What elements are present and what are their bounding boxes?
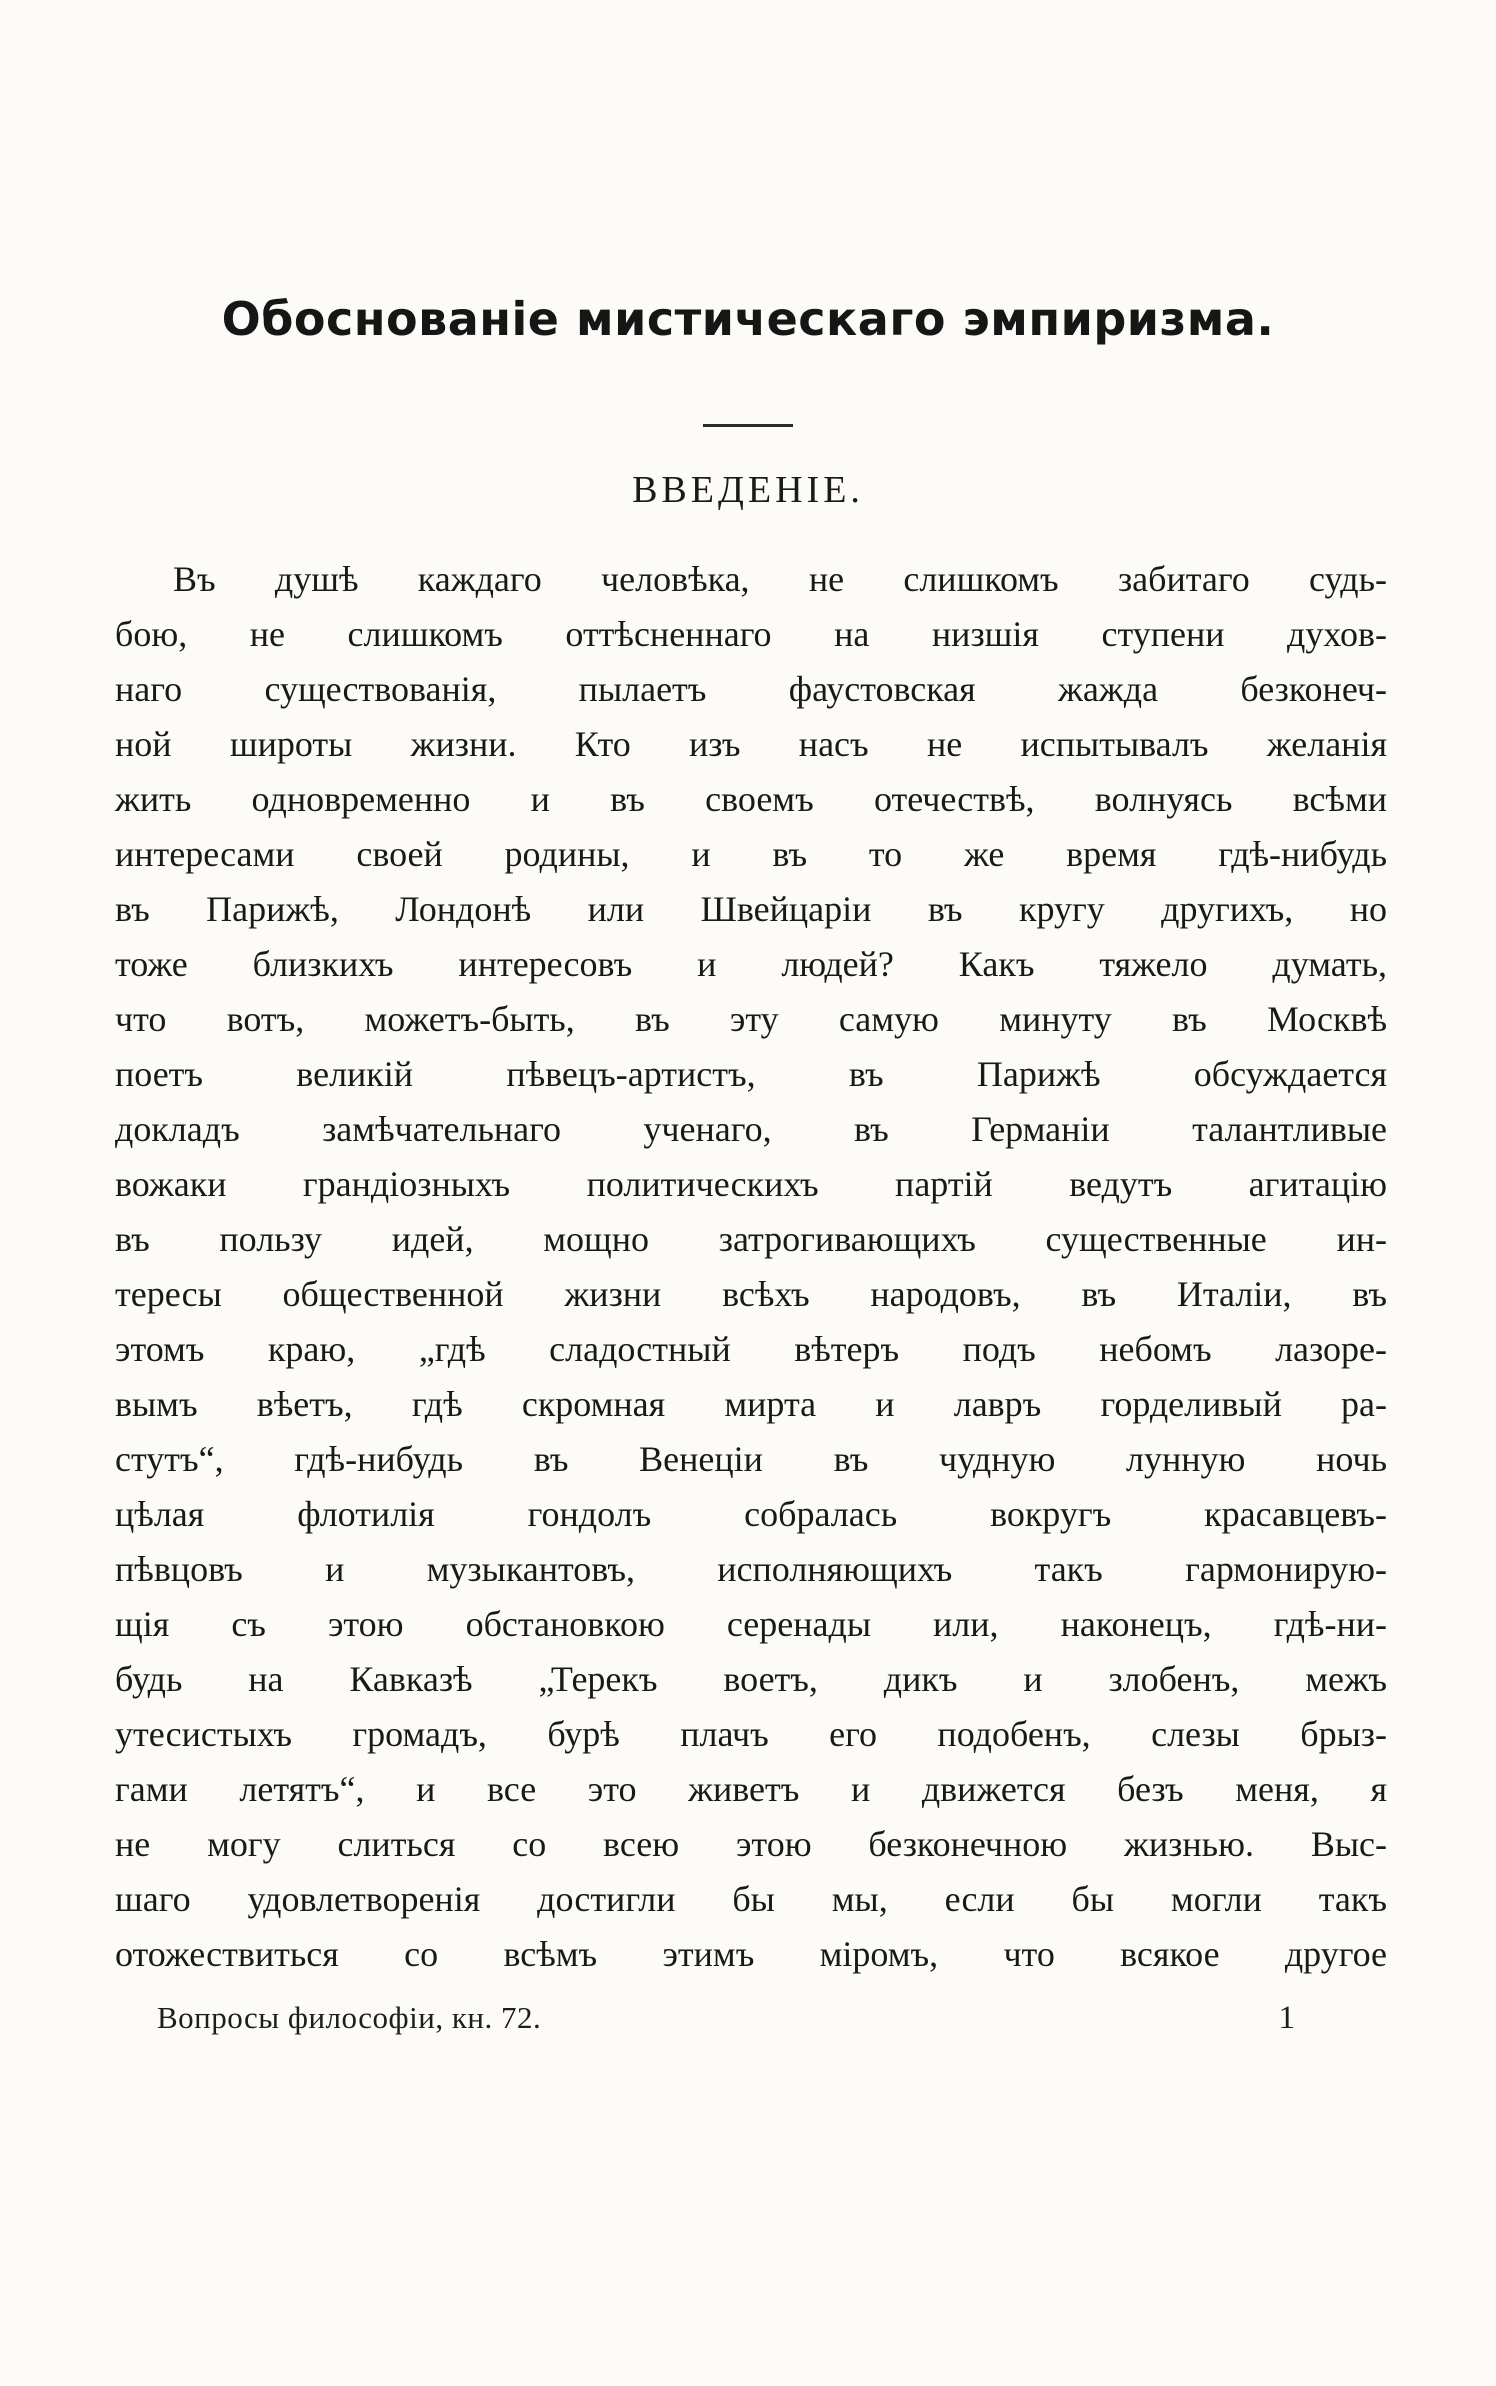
text-line: бою, не слишкомъ оттѣсненнаго на низшія ступени духов-: [115, 614, 1387, 654]
text-line: стутъ“, гдѣ-нибудь въ Венеціи въ чудную лунную ночь: [115, 1439, 1387, 1479]
body-text: [115, 552, 1387, 1982]
text-line: наго существованія, пылаетъ фаустовская жажда безконеч-: [115, 669, 1387, 709]
text-line: щія съ этою обстановкою серенады или, наконецъ, гдѣ-ни-: [115, 1604, 1387, 1644]
text-line: интересами своей родины, и въ то же время гдѣ-нибудь: [115, 834, 1387, 874]
section-heading: ВВЕДЕНІЕ.: [632, 469, 864, 511]
text-line: пѣвцовъ и музыкантовъ, исполняющихъ такъ гармонирую-: [115, 1549, 1387, 1589]
text-line: жить одновременно и въ своемъ отечествѣ, волнуясь всѣми: [115, 779, 1387, 819]
text-line: утесистыхъ громадъ, бурѣ плачъ его подобенъ, слезы брыз-: [115, 1714, 1387, 1754]
page-title: Обоснованіе мистическаго эмпиризма.: [221, 292, 1275, 346]
page-number: 1: [1278, 2000, 1295, 2036]
text-line: гами летятъ“, и все это живетъ и движется безъ меня, я: [115, 1769, 1387, 1809]
text-line: этомъ краю, „гдѣ сладостный вѣтеръ подъ небомъ лазоре-: [115, 1329, 1387, 1369]
text-line: что вотъ, можетъ-быть, въ эту самую минуту въ Москвѣ: [115, 999, 1387, 1039]
text-line: шаго удовлетворенія достигли бы мы, если бы могли такъ: [115, 1879, 1387, 1919]
page-footer: [115, 2000, 1387, 2037]
text-line: тоже близкихъ интересовъ и людей? Какъ тяжело думать,: [115, 944, 1387, 984]
title-divider: [703, 424, 793, 427]
journal-note: Вопросы философіи, кн. 72.: [157, 2000, 542, 2035]
text-line: въ Парижѣ, Лондонѣ или Швейцаріи въ кругу другихъ, но: [115, 889, 1387, 929]
text-line: ной широты жизни. Кто изъ насъ не испытывалъ желанія: [115, 724, 1387, 764]
text-line: будь на Кавказѣ „Терекъ воетъ, дикъ и злобенъ, межъ: [115, 1659, 1387, 1699]
text-line: не могу слиться со всею этою безконечною жизнью. Выс-: [115, 1824, 1387, 1864]
text-line: вожаки грандіозныхъ политическихъ партій ведутъ агитацію: [115, 1164, 1387, 1204]
text-line: докладъ замѣчательнаго ученаго, въ Германіи талантливые: [115, 1109, 1387, 1149]
text-line: цѣлая флотилія гондолъ собралась вокругъ красавцевъ-: [115, 1494, 1387, 1534]
text-line: тересы общественной жизни всѣхъ народовъ, въ Италіи, въ: [115, 1274, 1387, 1314]
text-line: вымъ вѣетъ, гдѣ скромная мирта и лавръ горделивый ра-: [115, 1384, 1387, 1424]
text-line: отожествиться со всѣмъ этимъ міромъ, что всякое другое: [115, 1934, 1387, 1974]
text-line: поетъ великій пѣвецъ-артистъ, въ Парижѣ обсуждается: [115, 1054, 1387, 1094]
text-line: Въ душѣ каждаго человѣка, не слишкомъ забитаго судь-: [173, 559, 1387, 599]
text-line: въ пользу идей, мощно затрогивающихъ существенные ин-: [115, 1219, 1387, 1259]
